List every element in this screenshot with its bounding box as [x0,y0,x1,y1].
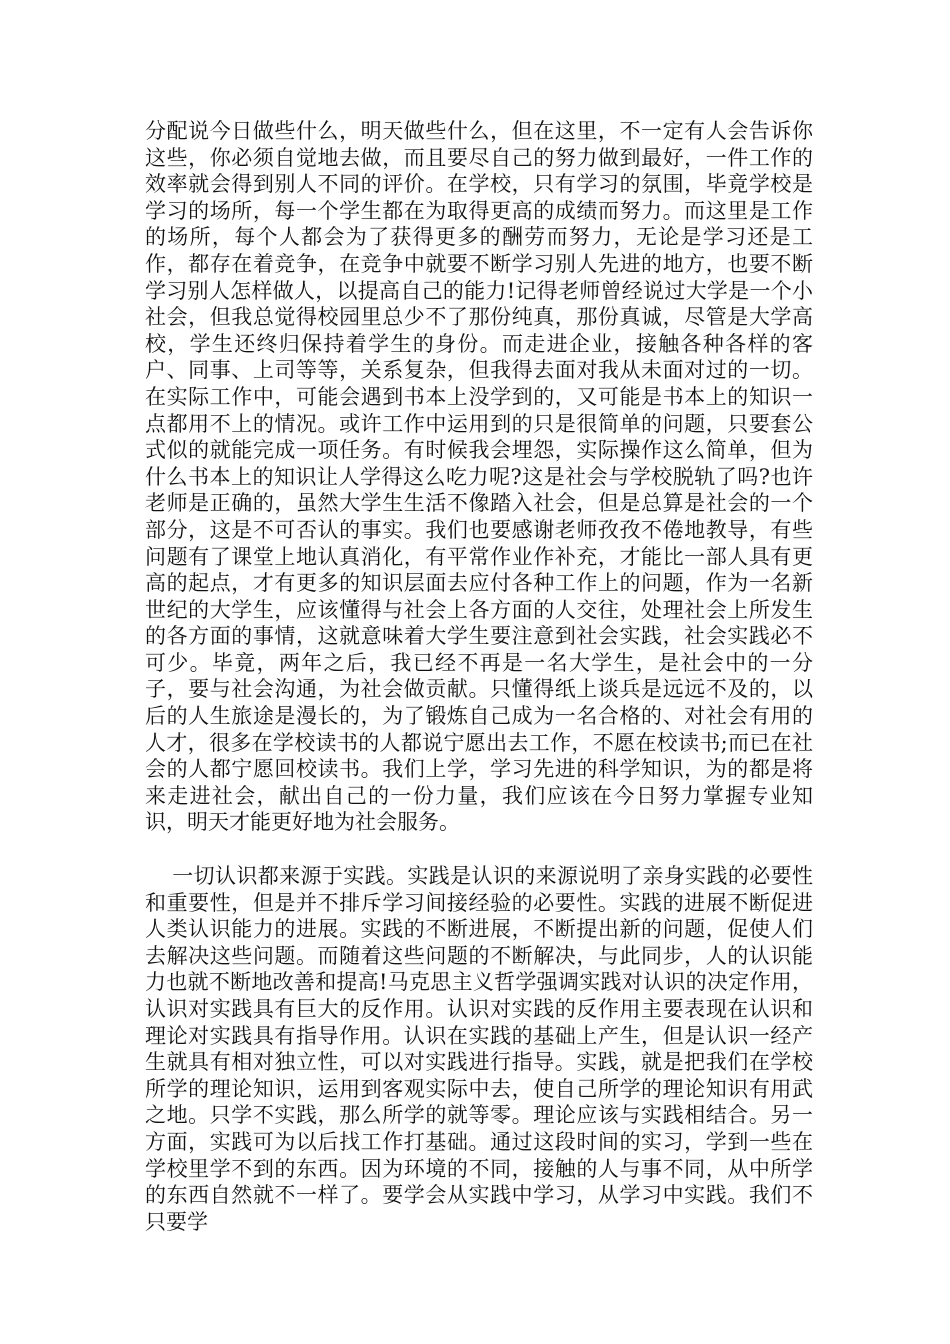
document-page [145,118,813,1235]
paragraph-2: 一切认识都来源于实践。实践是认识的来源说明了亲身实践的必要性和重要性，但是并不排斥学习间接经验的必要性。实践的进展不断促进人类认识能力的进展。实践的不断进展，不断提出新的问题，促使人们去解决这些问题。而随着这些问题的不断解决，与此同步，人的认识能力也就不断地改善和提高!马克思主义哲学强调实践对认识的决定作用，认识对实践具有巨大的反作用。认识对实践的反作用主要表现在认识和理论对实践具有指导作用。认识在实践的基础上产生，但是认识一经产生就具有相对独立性，可以对实践进行指导。实践，就是把我们在学校所学的理论知识，运用到客观实际中去，使自己所学的理论知识有用武之地。只学不实践，那么所学的就等零。理论应该与实践相结合。另一方面，实践可为以后找工作打基础。通过这段时间的实习，学到一些在学校里学不到的东西。因为环境的不同，接触的人与事不同，从中所学的东西自然就不一样了。要学会从实践中学习，从学习中实践。我们不只要学 [145,864,813,1234]
paragraph-1: 分配说今日做些什么，明天做些什么，但在这里，不一定有人会告诉你这些，你必须自觉地去做，而且要尽自己的努力做到最好，一件工作的效率就会得到别人不同的评价。在学校，只有学习的氛围，毕竟学校是学习的场所，每一个学生都在为取得更高的成绩而努力。而这里是工作的场所，每个人都会为了获得更多的酬劳而努力，无论是学习还是工作，都存在着竞争，在竞争中就要不断学习别人先进的地方，也要不断学习别人怎样做人，以提高自己的能力!记得老师曾经说过大学是一个小社会，但我总觉得校园里总少不了那份纯真，那份真诚，尽管是大学高校，学生还终归保持着学生的身份。而走进企业，接触各种各样的客户、同事、上司等等，关系复杂，但我得去面对我从未面对过的一切。在实际工作中，可能会遇到书本上没学到的，又可能是书本上的知识一点都用不上的情况。或许工作中运用到的只是很简单的问题，只要套公式似的就能完成一项任务。有时候我会埋怨，实际操作这么简单，但为什么书本上的知识让人学得这么吃力呢?这是社会与学校脱轨了吗?也许老师是正确的，虽然大学生生活不像踏入社会，但是总算是社会的一个部分，这是不可否认的事实。我们也要感谢老师孜孜不倦地教导，有些问题有了课堂上地认真消化，有平常作业作补充，才能比一部人具有更高的起点，才有更多的知识层面去应付各种工作上的问题，作为一名新世纪的大学生，应该懂得与社会上各方面的人交往，处理社会上所发生的各方面的事情，这就意味着大学生要注意到社会实践，社会实践必不可少。毕竟，两年之后，我已经不再是一名大学生，是社会中的一分子，要与社会沟通，为社会做贡献。只懂得纸上谈兵是远远不及的，以后的人生旅途是漫长的，为了锻炼自己成为一名合格的、对社会有用的人才，很多在学校读书的人都说宁愿出去工作，不愿在校读书;而已在社会的人都宁愿回校读书。我们上学，学习先进的科学知识，为的都是将来走进社会，献出自己的一份力量，我们应该在今日努力掌握专业知识，明天才能更好地为社会服务。 [145,119,813,835]
